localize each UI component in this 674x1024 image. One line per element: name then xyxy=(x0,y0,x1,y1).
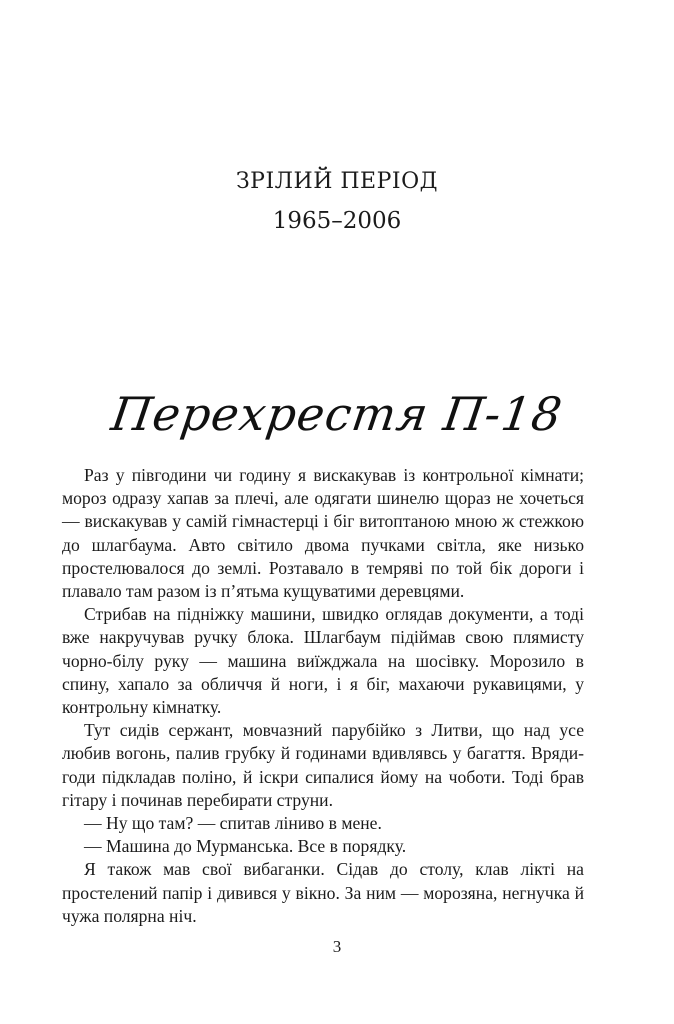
dialogue-line: — Ну що там? — спитав ліниво в мене. xyxy=(84,813,382,834)
paragraph: Раз у півгодини чи годину я вискакував із контрольної кімнати; мороз одразу хапав за плечі, але одягати шинелю щораз не хочеться — вискакував у самій гімнастерці і біг витоптаною мною ж стежкою до шлагбаума. Авто світило двома пучками світла, яке низько простелювалося до землі. Розтавало в темряві по той бік дороги і плавало там разом із п’ятьма кущуватими деревцями. xyxy=(62,465,584,602)
part-heading: ЗРІЛИЙ ПЕРІОД xyxy=(235,169,439,194)
page-number: 3 xyxy=(332,937,342,956)
body-text xyxy=(62,464,584,928)
paragraph: Стрибав на підніжку машини, швидко оглядав документи, а тоді вже накручував ручку блока. Шлагбаум підіймав свою плямисту чорно-білу руку — машина виїжджала на шосівку. Морозило в спину, хапало за обличчя й ноги, і я біг, махаючи рукавицями, у контрольну кімнатку. xyxy=(62,604,584,718)
part-years: 1965–2006 xyxy=(272,208,402,234)
paragraph: Я також мав свої вибаганки. Сідав до столу, клав лікті на простелений папір і дивився у вікно. За ним — морозяна, негнучка й чужа полярна ніч. xyxy=(62,859,584,926)
dialogue-line: — Машина до Мурманська. Все в порядку. xyxy=(84,836,407,857)
chapter-title: Перехрестя П-18 xyxy=(108,387,566,441)
paragraph: Тут сидів сержант, мовчазний парубійко з Литви, що над усе любив вогонь, палив грубку й годинами вдивлявсь у багаття. Вряди-годи підкладав поліно, й іскри сипалися йому на чоботи. Тоді брав гітару і починав перебирати струни. xyxy=(62,720,584,810)
